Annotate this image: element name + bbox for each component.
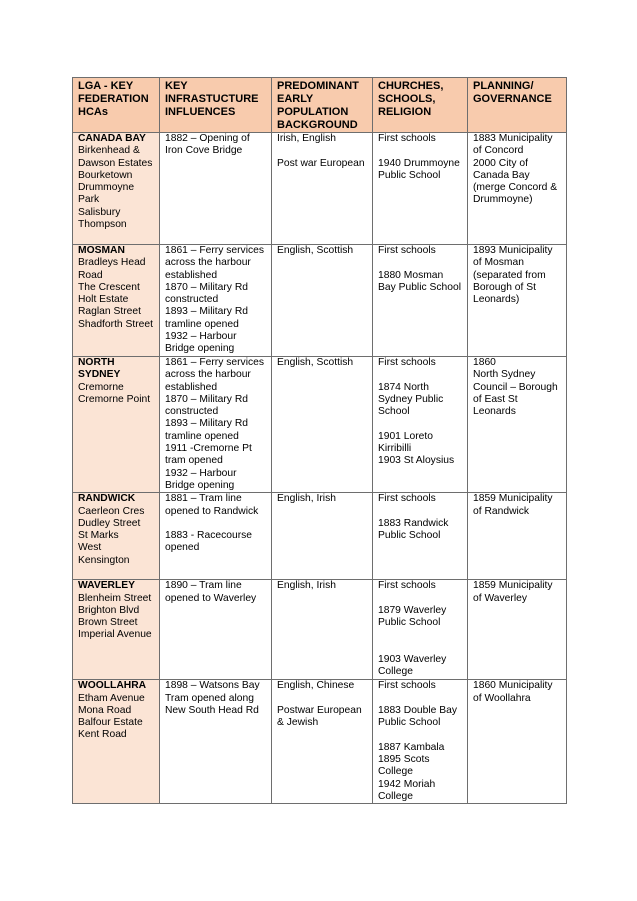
planning-cell — [468, 680, 567, 804]
population-cell — [272, 133, 373, 245]
table-row — [73, 357, 567, 493]
heritage-table — [72, 77, 567, 804]
hca-item: Caerleon Cres — [78, 505, 145, 517]
lga-name: WAVERLEY — [78, 580, 136, 592]
churches-entry: 1942 Moriah College — [378, 778, 436, 802]
table-body — [73, 133, 567, 804]
infrastructure-entry: 1881 – Tram line opened to Randwick — [165, 493, 259, 517]
churches-entry: 1940 Drummoyne Public School — [378, 157, 460, 181]
lga-name: CANADA BAY — [78, 133, 146, 144]
lga-cell — [73, 680, 160, 804]
infrastructure-cell — [160, 133, 272, 245]
population-entry: Postwar European & Jewish — [277, 704, 362, 729]
infrastructure-cell — [160, 680, 272, 804]
hca-item: Imperial Avenue — [78, 629, 152, 641]
planning-cell — [468, 580, 567, 680]
population-cell — [272, 357, 373, 493]
population-cell — [272, 245, 373, 357]
header-planning: PLANNING/ GOVERNANCE — [468, 78, 567, 133]
infrastructure-entry: 1890 – Tram line opened to Waverley — [165, 580, 257, 604]
churches-cell — [373, 133, 468, 245]
planning-entry: 1859 Municipality of Randwick — [473, 493, 553, 517]
planning-cell — [468, 357, 567, 493]
header-infrastructure: KEY INFRASTUCTURE INFLUENCES — [160, 78, 272, 133]
churches-entry: 1887 Kambala — [378, 741, 445, 753]
lga-cell — [73, 580, 160, 680]
hca-item: Drummoyne Park — [78, 182, 135, 206]
infrastructure-entry: 1893 – Military Rd tramline opened — [165, 306, 248, 330]
churches-cell — [373, 357, 468, 493]
table-row — [73, 133, 567, 245]
hca-item: Brown Street — [78, 617, 138, 629]
blank-line — [378, 629, 463, 641]
churches-entry: First schools — [378, 245, 436, 256]
population-entry: English, Irish — [277, 493, 336, 505]
blank-line — [378, 257, 463, 269]
churches-cell — [373, 245, 468, 357]
lga-name: RANDWICK — [78, 493, 136, 505]
churches-entry: First schools — [378, 580, 436, 592]
hca-item: Brighton Blvd — [78, 604, 140, 616]
hca-item: The Crescent — [78, 281, 140, 293]
churches-entry: 1883 Double Bay Public School — [378, 704, 458, 729]
population-cell — [272, 680, 373, 804]
table-row — [73, 680, 567, 804]
churches-entry: 1901 Loreto Kirribilli — [378, 430, 433, 455]
infrastructure-entry: 1870 – Military Rd constructed — [165, 281, 248, 306]
header-lga: LGA - KEY FEDERATION HCAs — [73, 78, 160, 133]
churches-entry: 1903 St Aloysius — [378, 455, 455, 467]
lga-name: WOOLLAHRA — [78, 680, 147, 692]
lga-cell — [73, 357, 160, 493]
hca-item: Holt Estate — [78, 294, 129, 306]
population-entry: English, Irish — [277, 580, 336, 592]
population-cell — [272, 493, 373, 580]
header-population: PREDOMINANT EARLY POPULATION BACKGROUND — [272, 78, 373, 133]
hca-item: Shadforth Street — [78, 318, 153, 330]
hca-item: Etham Avenue — [78, 692, 145, 704]
churches-cell — [373, 680, 468, 804]
churches-entry: First schools — [378, 133, 436, 144]
churches-entry: 1883 Randwick Public School — [378, 517, 449, 542]
planning-entry: North Sydney Council – Borough of East St Leonards — [473, 369, 558, 418]
blank-line — [378, 729, 463, 741]
lga-name: MOSMAN — [78, 245, 125, 256]
infrastructure-entry: 1911 -Cremorne Pt tram opened — [165, 443, 252, 467]
table-header — [73, 78, 567, 133]
hca-item: Kent Road — [78, 729, 127, 741]
lga-cell — [73, 245, 160, 357]
hca-item: Blenheim Street — [78, 592, 152, 604]
table-row — [73, 580, 567, 680]
infrastructure-entry: 1861 – Ferry services across the harbour established — [165, 245, 265, 281]
hca-item: Salisbury — [78, 206, 121, 218]
infrastructure-cell — [160, 245, 272, 357]
population-cell — [272, 580, 373, 680]
infrastructure-entry: 1870 – Military Rd constructed — [165, 393, 248, 418]
infrastructure-entry: 1883 - Racecourse opened — [165, 530, 253, 554]
header-churches: CHURCHES, SCHOOLS, RELIGION — [373, 78, 468, 133]
lga-cell — [73, 493, 160, 580]
planning-entry: 1860 Municipality of Woollahra — [473, 680, 553, 704]
infrastructure-entry: 1932 – Harbour Bridge opening — [165, 467, 237, 491]
infrastructure-entry: 1898 – Watsons Bay Tram opened along New South Head Rd — [165, 680, 260, 716]
blank-line — [378, 369, 463, 381]
hca-item: West Kensington — [78, 542, 130, 566]
infrastructure-entry: 1893 – Military Rd tramline opened — [165, 418, 248, 442]
churches-entry: 1874 North Sydney Public School — [378, 381, 444, 418]
header-row — [73, 78, 567, 133]
blank-line — [378, 145, 463, 157]
blank-line — [378, 418, 463, 430]
population-entry: English, Scottish — [277, 357, 354, 368]
hca-item: Balfour Estate — [78, 717, 143, 729]
hca-item: Cremorne Point — [78, 393, 151, 405]
blank-line — [378, 506, 463, 518]
lga-name: NORTH SYDNEY — [78, 357, 121, 381]
hca-item: Bradleys Head Road — [78, 257, 146, 281]
blank-line — [378, 642, 463, 654]
blank-line — [165, 518, 267, 530]
population-entry: Irish, English — [277, 133, 336, 144]
lga-cell — [73, 133, 160, 245]
blank-line — [277, 693, 368, 705]
hca-item: Mona Road — [78, 704, 132, 716]
hca-item: St Marks — [78, 530, 119, 542]
table-row — [73, 493, 567, 580]
hca-item: Bourketown — [78, 169, 133, 181]
infrastructure-cell — [160, 493, 272, 580]
churches-entry: 1903 Waverley College — [378, 654, 447, 678]
infrastructure-entry: 1882 – Opening of Iron Cove Bridge — [165, 133, 250, 157]
population-entry: English, Scottish — [277, 245, 354, 256]
planning-cell — [468, 245, 567, 357]
planning-entry: 1860 — [473, 357, 496, 368]
churches-cell — [373, 580, 468, 680]
infrastructure-entry: 1932 – Harbour Bridge opening — [165, 331, 237, 355]
infrastructure-cell — [160, 357, 272, 493]
infrastructure-entry: 1861 – Ferry services across the harbour established — [165, 357, 265, 393]
table-row — [73, 245, 567, 357]
blank-line — [378, 693, 463, 705]
hca-item: Cremorne — [78, 381, 124, 393]
hca-item: Raglan Street — [78, 306, 141, 318]
infrastructure-cell — [160, 580, 272, 680]
churches-entry: First schools — [378, 680, 436, 692]
hca-item: Birkenhead & Dawson Estates — [78, 145, 153, 169]
planning-entry: 1893 Municipality of Mosman (separated from Borough of St Leonards) — [473, 245, 553, 306]
hca-item: Dudley Street — [78, 517, 141, 529]
churches-entry: First schools — [378, 357, 436, 368]
population-entry: English, Chinese — [277, 680, 355, 692]
churches-entry: 1895 Scots College — [378, 754, 430, 778]
population-entry: Post war European — [277, 157, 365, 169]
churches-entry: 1880 Mosman Bay Public School — [378, 269, 461, 293]
churches-entry: First schools — [378, 493, 436, 505]
hca-item: Thompson — [78, 219, 127, 231]
planning-entry: 1859 Municipality of Waverley — [473, 580, 553, 604]
planning-cell — [468, 493, 567, 580]
planning-entry: 1883 Municipality of Concord — [473, 133, 553, 157]
planning-cell — [468, 133, 567, 245]
churches-entry: 1879 Waverley Public School — [378, 604, 447, 629]
blank-line — [378, 593, 463, 605]
churches-cell — [373, 493, 468, 580]
blank-line — [277, 145, 368, 157]
planning-entry: 2000 City of Canada Bay (merge Concord & Drummoyne) — [473, 157, 558, 206]
